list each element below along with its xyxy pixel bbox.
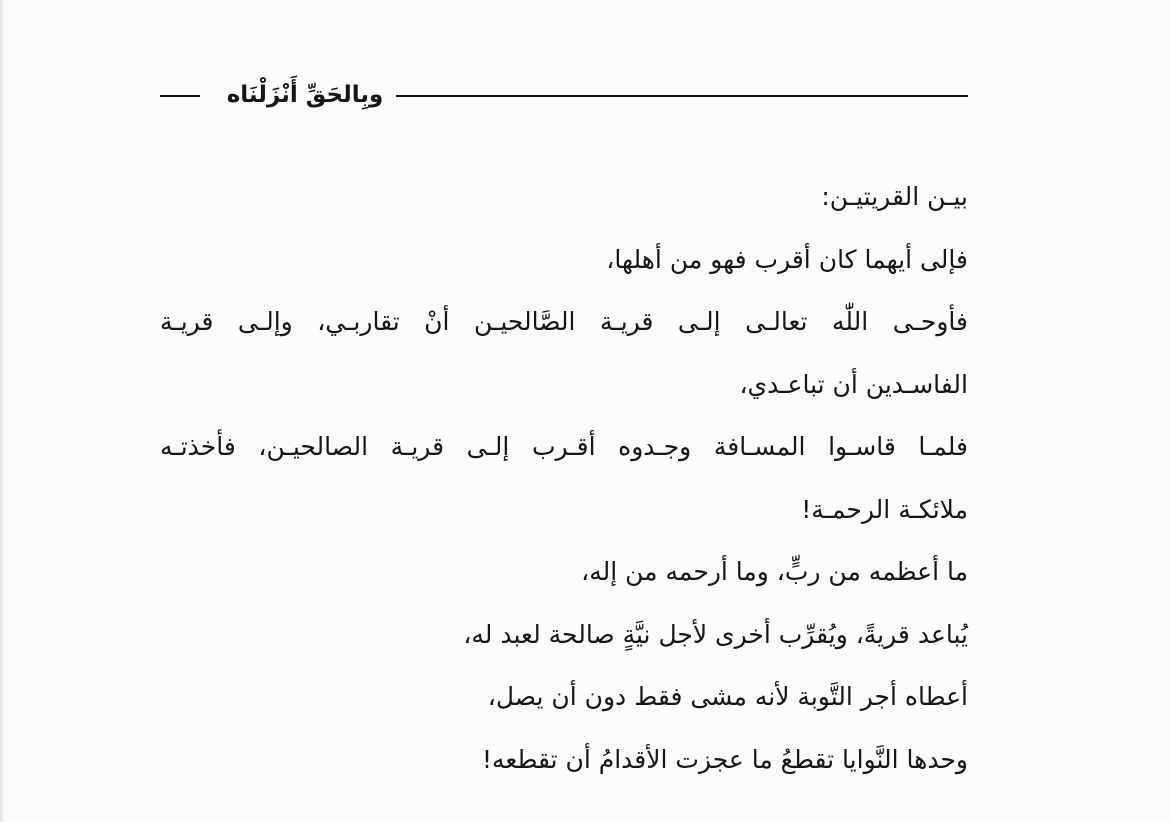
header-rule-short [160, 95, 200, 97]
header-rule-long [396, 95, 968, 97]
text-line: فإلى أيهما كان أقرب فهو من أهلها، [606, 244, 968, 274]
text-line: فأوحـى اللّٰه تعالـى إلـى قريـة الصَّالحيـن أنْ تقاربـي، وإلـى قريـة [160, 307, 968, 336]
page-edge-shadow [0, 0, 4, 822]
text-line: ما أعظمه من ربٍّ، وما أرحمه من إله، [581, 557, 968, 586]
text-line: الفاسـدين أن تباعـدي، [739, 369, 968, 399]
text-line: يُباعد قريةً، ويُقرِّب أخرى لأجل نيَّةٍ صالحة لعبد له، [463, 619, 968, 649]
header-title: وبِالحَقِّ أَنْزَلْنَاه [226, 82, 384, 108]
text-line: بيـن القريتيـن: [821, 182, 968, 211]
text-line: أعطاه أجر التَّوبة لأنه مشى فقط دون أن يصل، [487, 682, 968, 711]
text-line: فلمـا قاسـوا المسـافة وجـدوه أقـرب إلـى قريـة الصالحيـن، فأخذتـه [160, 432, 968, 461]
running-header [160, 76, 968, 116]
text-line: ملائكـة الرحمـة! [801, 494, 968, 524]
text-line: وحدها النَّوايا تقطعُ ما عجزت الأقدامُ أن تقطعه! [481, 744, 968, 774]
body-text [160, 166, 968, 791]
